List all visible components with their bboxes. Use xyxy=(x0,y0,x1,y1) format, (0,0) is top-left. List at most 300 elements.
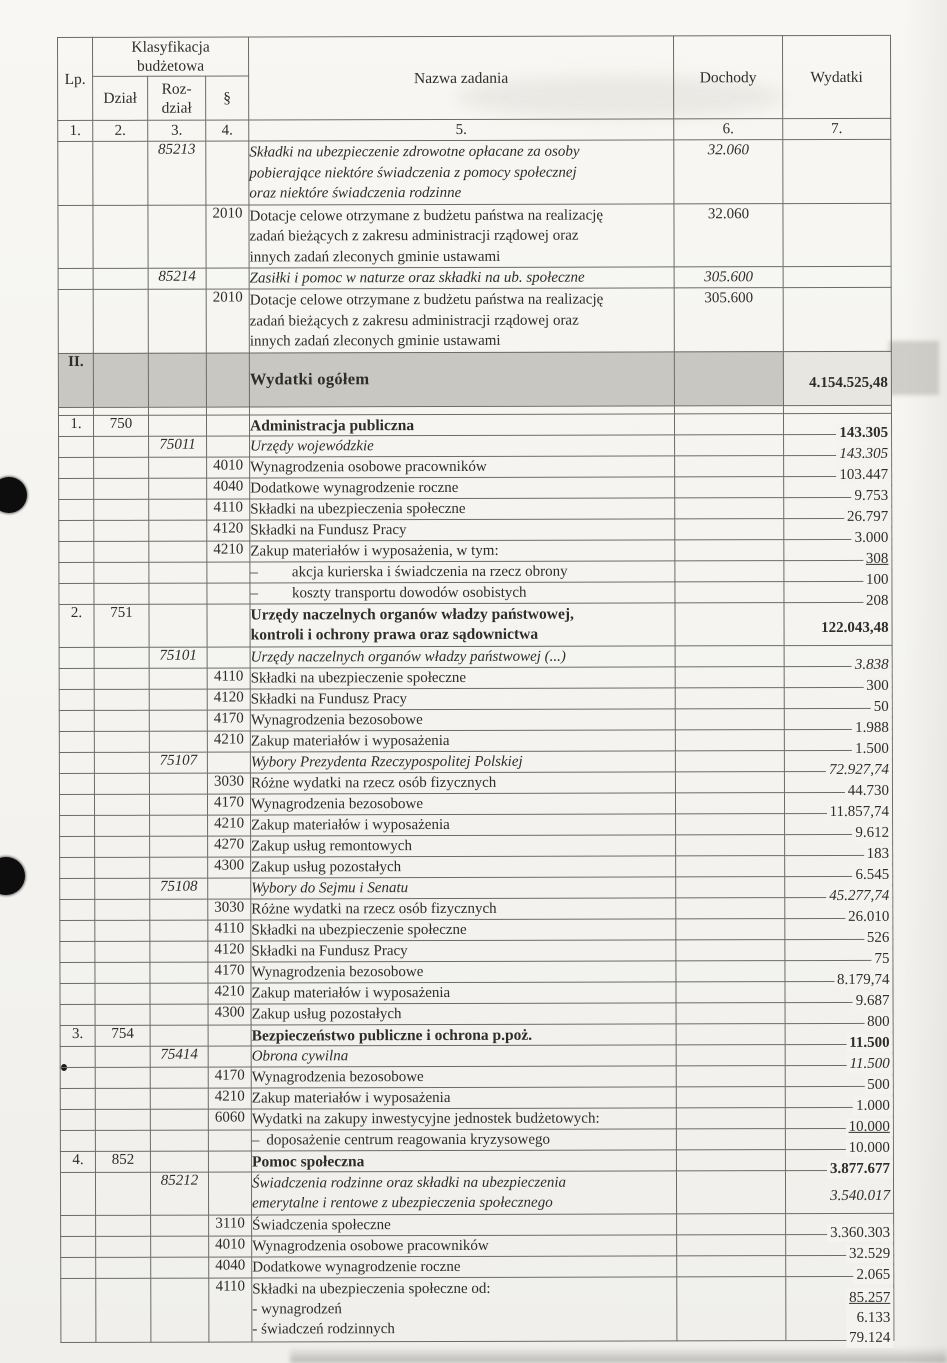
col-dzial xyxy=(94,436,149,457)
col-roz: 85212 xyxy=(150,1172,208,1215)
hole-punch-mark xyxy=(0,477,27,513)
col-lp xyxy=(61,1257,96,1278)
col-dzial: 751 xyxy=(94,604,149,647)
dochody-cell xyxy=(675,792,784,813)
task-name: Wybory do Sejmu i Senatu xyxy=(251,879,409,896)
amount-dochody: 32.060 xyxy=(707,205,750,222)
table-row xyxy=(60,834,893,857)
task-name: Różne wydatki na rzecz osób fizycznych xyxy=(251,900,497,917)
amount-wydatki: 85.257 xyxy=(849,1289,891,1306)
task-name-cell xyxy=(251,1149,676,1171)
task-name-cell xyxy=(251,1107,676,1129)
table-row xyxy=(60,855,893,878)
col-lp: II. xyxy=(58,353,93,407)
task-name: Wydatki ogółem xyxy=(249,368,370,389)
col-roz xyxy=(148,415,206,436)
col-roz: 85214 xyxy=(148,268,206,289)
amount-wydatki: 1.988 xyxy=(852,718,892,736)
amount-wydatki: 26.010 xyxy=(845,907,892,925)
scan-gray-band xyxy=(889,341,939,395)
col-par: 4010 xyxy=(209,1235,252,1256)
task-name-cell xyxy=(250,476,675,498)
wydatki-cell xyxy=(783,287,891,351)
column-number: 7. xyxy=(783,118,891,139)
dochody-cell xyxy=(677,1255,786,1276)
col-lp xyxy=(60,941,95,962)
task-name: Wydatki na zakupy inwestycyjne jednostek budżetowych: xyxy=(251,1110,600,1127)
task-name-cell xyxy=(249,203,674,268)
task-name: Składki na Fundusz Pracy xyxy=(250,521,407,538)
col-roz xyxy=(150,920,208,941)
task-name: Różne wydatki na rzecz osób fizycznych xyxy=(250,774,497,791)
col-roz xyxy=(149,541,207,562)
table-row xyxy=(60,897,893,920)
amount-wydatki: 8.179,74 xyxy=(834,970,893,988)
col-par: 2010 xyxy=(206,204,249,268)
table-row xyxy=(59,518,892,541)
col-roz xyxy=(148,289,206,353)
col-roz xyxy=(149,499,207,520)
col-dzial xyxy=(94,773,149,794)
dochody-cell xyxy=(676,939,785,960)
col-par: 2010 xyxy=(206,289,249,353)
col-roz xyxy=(149,773,207,794)
table-row xyxy=(59,581,892,604)
col-par: 3030 xyxy=(208,898,251,919)
dochody-cell xyxy=(675,434,784,455)
table-row xyxy=(59,602,892,647)
col-par: 4210 xyxy=(207,540,250,561)
col-lp xyxy=(58,268,93,289)
col-lp xyxy=(59,436,94,457)
col-par xyxy=(206,141,249,205)
dochody-cell xyxy=(676,918,785,939)
amount-wydatki: 45.277,74 xyxy=(826,886,892,904)
col-par: 4120 xyxy=(208,940,251,961)
col-par xyxy=(207,582,250,603)
dochody-cell xyxy=(675,497,784,518)
table-row xyxy=(59,792,892,815)
col-roz xyxy=(149,689,207,710)
amount-dochody: 305.600 xyxy=(704,269,754,286)
col-lp xyxy=(59,668,94,689)
dochody-cell xyxy=(674,351,783,405)
task-name-cell xyxy=(251,897,676,919)
amount-wydatki: 75 xyxy=(871,949,892,967)
col-par xyxy=(208,1150,251,1171)
table-row xyxy=(61,1234,894,1257)
task-name-cell xyxy=(251,876,676,898)
col-dzial xyxy=(95,1004,150,1025)
col-par: 4210 xyxy=(208,814,251,835)
dochody-cell xyxy=(676,1065,785,1086)
col-roz xyxy=(149,562,207,583)
col-par: 4120 xyxy=(207,519,250,540)
task-name: Wybory Prezydenta Rzeczypospolitej Polskiej xyxy=(250,753,523,770)
task-name: Administracja publiczna xyxy=(250,416,415,434)
dochody-cell xyxy=(676,981,785,1002)
col-dzial xyxy=(93,353,148,407)
col-lp xyxy=(59,478,94,499)
amount-wydatki: 10.000 xyxy=(846,1117,893,1135)
task-name-cell xyxy=(252,1234,677,1256)
col-roz: 75414 xyxy=(150,1046,208,1067)
col-dzial xyxy=(94,647,149,668)
col-par: 4210 xyxy=(208,1087,251,1108)
col-header-wydatki: Wydatki xyxy=(783,35,891,118)
col-roz xyxy=(149,478,207,499)
wydatki-cell xyxy=(786,1213,894,1241)
col-dzial: 754 xyxy=(95,1025,150,1046)
wydatki-cell xyxy=(783,266,891,287)
table-row xyxy=(60,981,893,1004)
table-row xyxy=(58,203,891,269)
col-par xyxy=(208,877,251,898)
table-row xyxy=(60,876,893,899)
col-lp xyxy=(61,1236,96,1257)
dochody-cell xyxy=(676,813,785,834)
col-dzial xyxy=(94,710,149,731)
table-body xyxy=(58,139,894,1346)
column-number: 4. xyxy=(206,120,249,141)
task-name-cell xyxy=(250,771,675,793)
dochody-cell xyxy=(675,708,784,729)
task-name: Wynagrodzenia bezosobowe xyxy=(251,1068,424,1085)
task-name: Wynagrodzenia bezosobowe xyxy=(251,963,424,980)
amount-wydatki: 44.730 xyxy=(845,781,892,799)
col-par: 6060 xyxy=(208,1108,251,1129)
col-par xyxy=(206,268,249,289)
col-dzial xyxy=(94,457,149,478)
col-dzial xyxy=(94,752,149,773)
task-name: Składki na ubezpieczenia społeczne xyxy=(250,500,466,517)
dochody-cell xyxy=(676,876,785,897)
col-dzial xyxy=(95,836,150,857)
amount-wydatki: 10.000 xyxy=(846,1138,893,1156)
col-par xyxy=(207,603,250,646)
col-par: 3030 xyxy=(207,772,250,793)
col-dzial xyxy=(95,1088,150,1109)
col-par xyxy=(207,435,250,456)
task-name: Dodatkowe wynagrodzenie roczne xyxy=(252,1258,461,1275)
col-par: 4040 xyxy=(207,477,250,498)
task-name-cell xyxy=(250,750,675,772)
task-name-cell xyxy=(249,288,674,353)
dochody-cell xyxy=(675,771,784,792)
task-name: Dotacje celowe otrzymane z budżetu państwa na realizację zadań bieżących z zakresu administracji rządowej oraz innych zadań zleconych gminie ustawami xyxy=(249,207,604,265)
dochody-cell xyxy=(675,455,784,476)
dash-bullet: – xyxy=(250,584,258,601)
amount-wydatki: 9.753 xyxy=(851,486,891,504)
dochody-cell xyxy=(675,581,784,602)
col-par: 4300 xyxy=(208,856,251,877)
task-name-cell xyxy=(251,1128,676,1150)
col-dzial xyxy=(95,983,150,1004)
dochody-cell xyxy=(674,203,783,267)
col-dzial xyxy=(95,1172,150,1215)
col-par xyxy=(208,1171,251,1214)
col-par: 4270 xyxy=(208,835,251,856)
col-roz xyxy=(149,457,207,478)
dochody-cell xyxy=(676,1128,785,1149)
col-lp xyxy=(59,689,94,710)
col-header-paragraf: § xyxy=(206,76,249,120)
col-roz: 85213 xyxy=(148,141,206,205)
task-name-cell xyxy=(250,455,675,477)
col-dzial xyxy=(94,794,149,815)
amount-wydatki: 103.447 xyxy=(836,465,891,483)
table-row xyxy=(60,813,893,836)
col-roz xyxy=(149,710,207,731)
task-name: koszty transportu dowodów osobistych xyxy=(291,584,527,601)
col-dzial xyxy=(95,878,150,899)
col-dzial xyxy=(94,562,149,583)
amount-wydatki-stack xyxy=(846,1287,893,1347)
dash-bullet: – xyxy=(251,1131,260,1148)
wydatki-cell xyxy=(784,645,892,673)
table-row xyxy=(59,645,892,668)
table-row xyxy=(60,1065,893,1088)
amount-wydatki: 143.305 xyxy=(836,444,891,462)
dochody-cell xyxy=(676,897,785,918)
col-roz: 75107 xyxy=(149,752,207,773)
amount-wydatki: 1.000 xyxy=(853,1096,893,1114)
table-header xyxy=(58,35,891,141)
column-number: 6. xyxy=(674,119,783,140)
task-name-cell xyxy=(250,792,675,814)
amount-wydatki: 11.500 xyxy=(847,1054,893,1072)
task-name-cell xyxy=(251,939,676,961)
col-lp: 2. xyxy=(59,604,94,647)
col-par xyxy=(208,1045,251,1066)
table-row xyxy=(59,476,892,499)
task-name: Składki na ubezpieczenie zdrowotne opłacane za osoby pobierające niektóre świadczenia z pomocy społecznej oraz niektóre świadczenia rodzinne xyxy=(249,143,580,202)
hole-punch-mark xyxy=(0,857,25,895)
table-row xyxy=(59,729,892,752)
col-par xyxy=(208,1129,251,1150)
amount-wydatki: 26.797 xyxy=(844,507,891,525)
col-dzial xyxy=(93,289,148,353)
col-par: 4110 xyxy=(208,919,251,940)
col-par: 4040 xyxy=(209,1256,252,1277)
col-header-nazwa-zadania: Nazwa zadania xyxy=(249,36,674,120)
table-row xyxy=(58,351,891,407)
dochody-cell xyxy=(676,1170,785,1213)
col-par: 4110 xyxy=(207,498,250,519)
task-name-cell xyxy=(250,687,675,709)
col-dzial xyxy=(96,1257,151,1278)
spacer-cell xyxy=(206,406,249,414)
task-name-cell xyxy=(251,960,676,982)
dochody-cell xyxy=(674,288,783,352)
task-name: Składki na Fundusz Pracy xyxy=(250,690,408,707)
dochody-cell xyxy=(675,413,784,434)
dochody-cell xyxy=(675,518,784,539)
col-roz xyxy=(150,1004,208,1025)
dochody-cell xyxy=(676,1149,785,1170)
task-name: Świadczenia społeczne xyxy=(252,1216,391,1233)
task-name: Pomoc społeczna xyxy=(251,1152,365,1170)
col-roz: 75011 xyxy=(149,436,207,457)
table-row xyxy=(60,1002,893,1025)
dochody-cell xyxy=(677,1213,786,1234)
task-name-cell xyxy=(251,1044,676,1066)
amount-wydatki: 6.545 xyxy=(852,865,892,883)
col-lp: 1. xyxy=(58,415,93,436)
col-dzial xyxy=(96,1236,151,1257)
task-name-cell xyxy=(251,1002,676,1024)
col-lp: 4. xyxy=(60,1151,95,1172)
col-dzial xyxy=(94,520,149,541)
column-number: 5. xyxy=(249,119,674,141)
table-row xyxy=(60,1023,893,1046)
col-lp xyxy=(60,1046,95,1067)
task-name-cell xyxy=(251,1170,676,1214)
table-row xyxy=(58,287,891,353)
col-roz xyxy=(150,899,208,920)
task-name: akcja kurierska i świadczenia na rzecz obrony xyxy=(291,563,568,580)
col-header-dzial: Dział xyxy=(93,76,148,120)
task-name-cell xyxy=(251,981,676,1003)
col-roz xyxy=(150,836,208,857)
col-par xyxy=(207,646,250,667)
col-roz xyxy=(149,668,207,689)
amount-wydatki: 9.687 xyxy=(853,991,893,1009)
col-dzial xyxy=(94,499,149,520)
wydatki-cell xyxy=(783,351,891,405)
task-name: Zakup usług pozostałych xyxy=(251,1005,402,1022)
col-dzial xyxy=(95,962,150,983)
col-par xyxy=(206,352,249,406)
table-row xyxy=(59,434,892,457)
task-name: Zakup materiałów i wyposażenia, w tym: xyxy=(250,542,499,559)
table-row xyxy=(60,1149,893,1172)
amount-wydatki: 50 xyxy=(871,697,892,715)
task-name-cell xyxy=(250,497,675,519)
task-name-cell xyxy=(251,918,676,940)
amount-wydatki: 300 xyxy=(863,676,892,694)
col-dzial xyxy=(95,1109,150,1130)
col-dzial xyxy=(95,1130,150,1151)
amount-wydatki: 3.000 xyxy=(852,528,892,546)
col-dzial xyxy=(94,731,149,752)
task-name-cell xyxy=(250,602,675,646)
col-roz xyxy=(150,962,208,983)
col-dzial xyxy=(95,941,150,962)
table-row xyxy=(60,939,893,962)
table-row xyxy=(60,918,893,941)
dochody-cell xyxy=(674,140,783,204)
table-row xyxy=(61,1276,894,1342)
col-dzial xyxy=(96,1278,151,1342)
dochody-cell xyxy=(675,729,784,750)
col-dzial xyxy=(95,815,150,836)
table-row xyxy=(60,960,893,983)
col-lp xyxy=(60,1130,95,1151)
col-lp xyxy=(60,836,95,857)
col-lp xyxy=(59,562,94,583)
task-name: Zakup materiałów i wyposażenia xyxy=(251,1089,451,1106)
task-name-cell xyxy=(250,581,675,603)
amount-wydatki: 122.043,48 xyxy=(821,619,889,636)
task-name: Wynagrodzenia osobowe pracowników xyxy=(252,1237,489,1254)
table-row xyxy=(59,771,892,794)
col-par: 4170 xyxy=(208,961,251,982)
table-row xyxy=(59,539,892,562)
task-name: Zakup materiałów i wyposażenia xyxy=(250,732,450,749)
col-roz xyxy=(150,1151,208,1172)
col-par: 4170 xyxy=(207,793,250,814)
col-dzial: 750 xyxy=(93,415,148,436)
amount-wydatki: 2.065 xyxy=(853,1265,893,1283)
task-name-cell xyxy=(250,539,675,561)
col-dzial xyxy=(94,668,149,689)
table-row xyxy=(60,1086,893,1109)
task-name-cell xyxy=(249,140,674,205)
amount-wydatki: 4.154.525,48 xyxy=(809,374,888,392)
task-name: Zakup usług remontowych xyxy=(251,837,412,854)
dochody-cell xyxy=(675,560,784,581)
col-dzial xyxy=(94,689,149,710)
col-lp xyxy=(59,520,94,541)
col-roz xyxy=(149,604,207,647)
task-name-cell xyxy=(249,267,674,289)
task-name: Składki na ubezpieczenie społeczne xyxy=(251,921,467,938)
table-row xyxy=(61,1213,894,1236)
col-roz xyxy=(149,731,207,752)
table-row xyxy=(59,497,892,520)
table-row xyxy=(59,455,892,478)
amount-wydatki: 79.124 xyxy=(849,1329,891,1346)
col-lp xyxy=(60,920,95,941)
col-lp xyxy=(59,710,94,731)
col-par: 3110 xyxy=(209,1214,252,1235)
col-roz xyxy=(150,815,208,836)
spacer-cell xyxy=(148,407,206,415)
col-dzial xyxy=(94,583,149,604)
dochody-cell xyxy=(677,1234,786,1255)
task-name: Zakup usług pozostałych xyxy=(251,858,402,875)
col-roz xyxy=(149,520,207,541)
col-lp: 3. xyxy=(60,1025,95,1046)
table-row xyxy=(59,708,892,731)
spacer-cell xyxy=(93,407,148,415)
col-dzial xyxy=(94,478,149,499)
column-number-row xyxy=(58,118,891,141)
amount-wydatki: 3.838 xyxy=(852,655,892,673)
wydatki-cell xyxy=(783,203,891,267)
col-lp xyxy=(59,583,94,604)
task-name-cell xyxy=(250,413,675,435)
task-name-cell xyxy=(251,1086,676,1108)
col-lp xyxy=(60,878,95,899)
task-name-cell xyxy=(250,666,675,688)
dochody-cell xyxy=(675,687,784,708)
col-header-dochody: Dochody xyxy=(674,36,783,119)
scan-edge-shading xyxy=(903,0,947,1363)
task-name-cell xyxy=(252,1276,677,1341)
col-par: 4210 xyxy=(208,982,251,1003)
amount-wydatki: 526 xyxy=(864,928,893,946)
table-row xyxy=(59,666,892,689)
amount-wydatki: 6.133 xyxy=(856,1309,891,1326)
col-lp xyxy=(60,962,95,983)
task-name-cell xyxy=(251,813,676,835)
table-row xyxy=(59,750,892,773)
col-par: 4170 xyxy=(207,709,250,730)
task-name-cell xyxy=(251,1023,676,1045)
dochody-cell xyxy=(676,1044,785,1065)
